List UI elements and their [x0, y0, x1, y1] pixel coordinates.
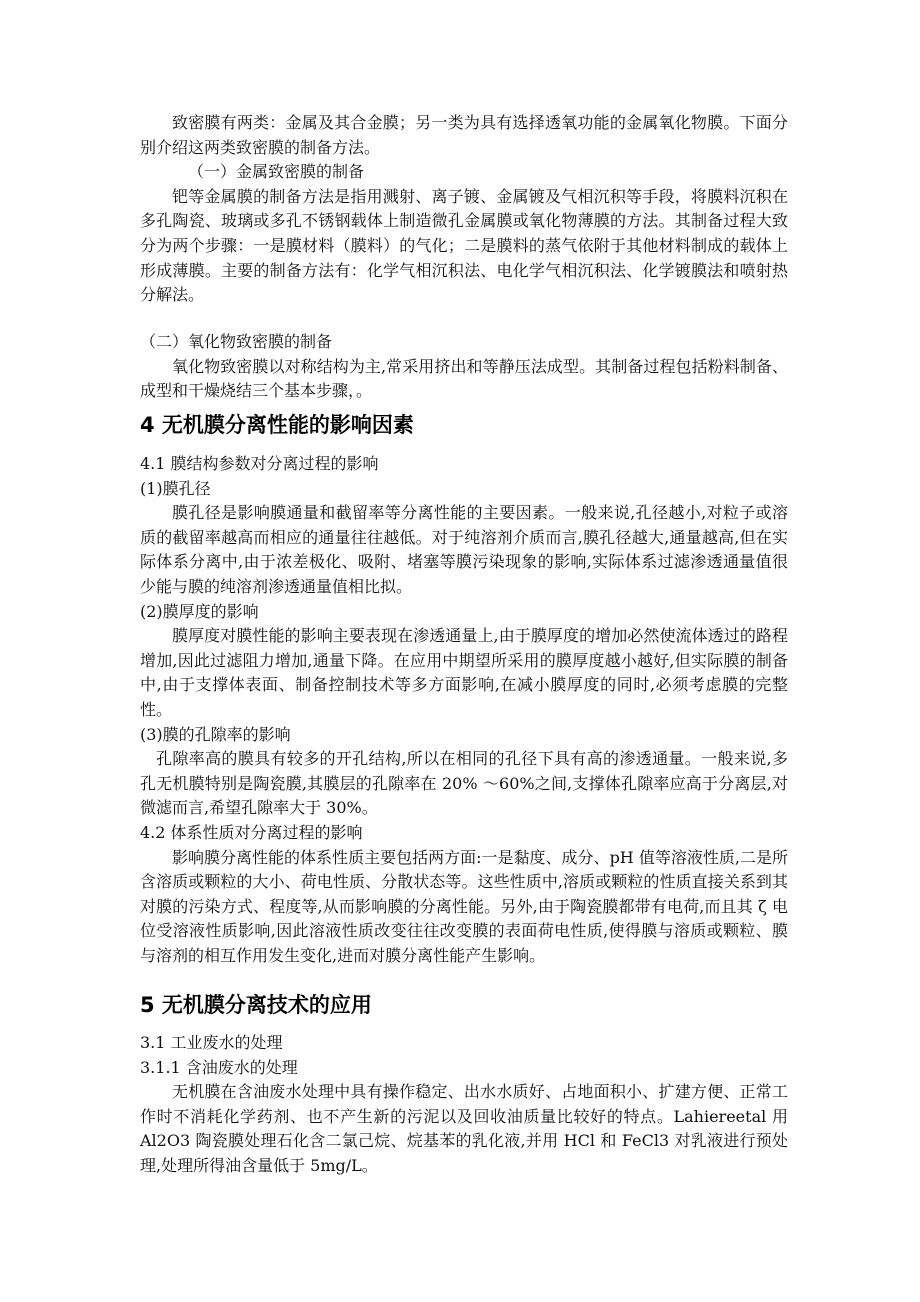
- section-4-body: [140, 452, 788, 968]
- paragraph: 膜厚度对膜性能的影响主要表现在渗透通量上,由于膜厚度的增加必然使流体透过的路程增加,因此过滤阻力增加,通量下降。在应用中期望所采用的膜厚度越小越好,但实际膜的制备中,由于支撑体表面、制备控制技术等多方面影响,在减小膜厚度的同时,必须考虑膜的完整性。: [140, 626, 788, 719]
- subsection-heading: 3.1 工业废水的处理: [140, 1033, 283, 1052]
- paragraph: 膜孔径是影响膜通量和截留率等分离性能的主要因素。一般来说,孔径越小,对粒子或溶质的截留率越高而相应的通量往往越低。对于纯溶剂介质而言,膜孔径越大,通量越高,但在实际体系分离中,由于浓差极化、吸附、堵塞等膜污染现象的影响,实际体系过滤渗透通量值很少能与膜的纯溶剂渗透通量值相比拟。: [140, 503, 788, 596]
- paragraph: 孔隙率高的膜具有较多的开孔结构,所以在相同的孔径下具有高的渗透通量。一般来说,多孔无机膜特别是陶瓷膜,其膜层的孔隙率在 20% ～60%之间,支撑体孔隙率应高于分离层,对微滤而言,希望孔隙率大于 30%。: [140, 749, 788, 818]
- subheading: （二）氧化物致密膜的制备: [140, 332, 333, 351]
- item-heading: (2)膜厚度的影响: [140, 601, 259, 621]
- paragraph: 钯等金属膜的制备方法是指用溅射、离子镀、金属镀及气相沉积等手段，将膜料沉积在多孔陶瓷、玻璃或多孔不锈钢载体上制造微孔金属膜或氧化物薄膜的方法。其制备过程大致分为两个步骤：一是膜材料（膜料）的气化；二是膜料的蒸气依附于其他材料制成的载体上形成薄膜。主要的制备方法有：化学气相沉积法、电化学气相沉积法、化学镀膜法和喷射热分解法。: [140, 186, 788, 305]
- section-heading: 5 无机膜分离技术的应用: [140, 993, 372, 1017]
- paragraph: 氧化物致密膜以对称结构为主,常采用挤出和等静压法成型。其制备过程包括粉料制备、成型和干燥烧结三个基本步骤，。: [140, 356, 788, 401]
- subsection-heading: 4.2 体系性质对分离过程的影响: [140, 822, 363, 842]
- paragraph: 无机膜在含油废水处理中具有操作稳定、出水水质好、占地面积小、扩建方便、正常工作时不消耗化学药剂、也不产生新的污泥以及回收油质量比较好的特点。Lahiereetal 用 Al2O3 陶瓷膜处理石化含二氯己烷、烷基苯的乳化液,并用 HCl 和 FeCl3 对乳液进行预处理,处理所得油含量低于 5mg/L。: [140, 1082, 788, 1175]
- section-heading: 4 无机膜分离性能的影响因素: [140, 413, 414, 437]
- subsection-heading: 3.1.1 含油废水的处理: [140, 1057, 298, 1077]
- item-heading: (3)膜的孔隙率的影响: [140, 724, 291, 744]
- paragraph: 影响膜分离性能的体系性质主要包括两方面:一是黏度、成分、pH 值等溶液性质,二是所含溶质或颗粒的大小、荷电性质、分散状态等。这些性质中,溶质或颗粒的性质直接关系到其对膜的污染方式、程度等,从而影响膜的分离性能。另外,由于陶瓷膜都带有电荷,而且其 ζ 电位受溶液性质影响,因此溶液性质改变往往改变膜的表面荷电性质,使得膜与溶质或颗粒、膜与溶剂的相互作用发生变化,进而对膜分离性能产生影响。: [140, 847, 788, 965]
- section-5-body: [140, 1031, 788, 1179]
- item-heading: (1)膜孔径: [140, 478, 211, 498]
- subsection-heading: 4.1 膜结构参数对分离过程的影响: [140, 454, 379, 473]
- intro-block: [140, 111, 788, 308]
- oxide-block: [140, 330, 788, 404]
- subheading: （一）金属致密膜的制备: [188, 162, 365, 182]
- paragraph: 致密膜有两类：金属及其合金膜；另一类为具有选择透氧功能的金属氧化物膜。下面分别介绍这两类致密膜的制备方法。: [140, 113, 788, 157]
